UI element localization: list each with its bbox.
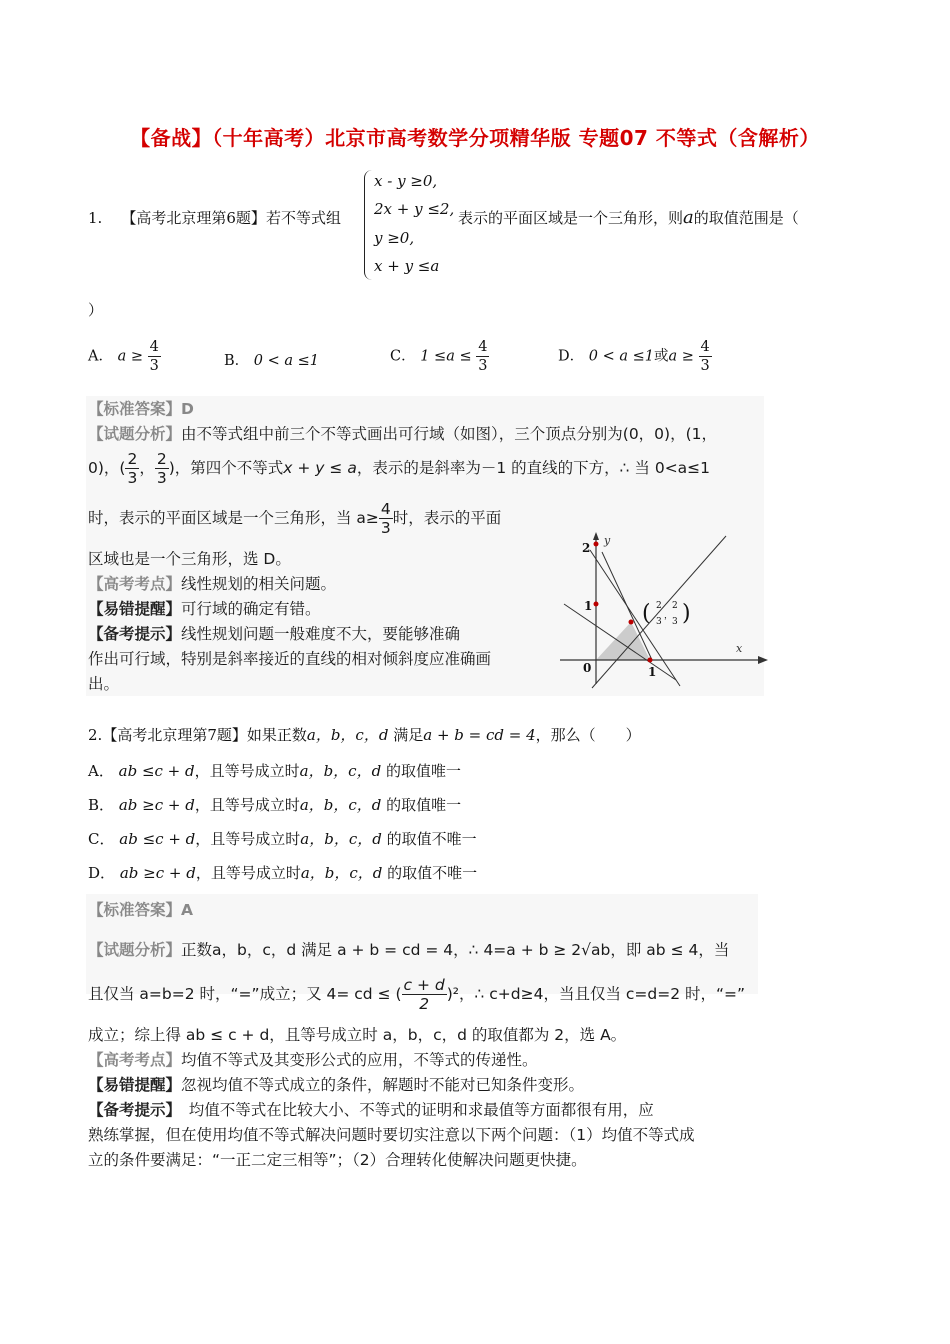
option-expr: ab ≥c + d [119,864,196,882]
exam-point-1 [88,574,336,594]
option-label: D． [558,348,585,365]
x-axis-label: x [736,642,743,655]
option-tail: 的取值唯一 [385,762,461,780]
prep-tip-2-line-2: 熟练掌握，但在使用均值不等式解决问题时要切实注意以下两个问题：（1）均值不等式成 [88,1126,695,1144]
stem-mid: 满足 [393,726,424,744]
answer-value: A [181,901,194,919]
frac-den: 3 [700,358,710,374]
label: 【易错提醒】 [88,1076,182,1094]
option-expr: ab ≤c + d [119,830,196,848]
vertex-num-1: 2 [656,601,662,611]
q2-option-a [88,761,461,781]
prep-tip-2 [88,1100,654,1120]
option-expr-2: a ≥ [668,348,694,365]
option-tail: 的取值不唯一 [386,830,477,848]
analysis-2-line-1 [88,940,756,960]
prep-tip-2-line-3: 立的条件要满足：“一正二定三相等”；（2）合理转化使解决问题更快捷。 [88,1151,587,1169]
analysis-text: 时，表示的平面 [392,509,502,527]
point-vertex [629,620,634,625]
frac-den: 3 [380,519,391,537]
stem-vars: a，b，c，d [306,726,389,744]
point-x1 [648,658,653,663]
option-label: A． [88,762,114,780]
option-expr: ab ≤c + d [118,762,195,780]
analysis-text: ， [139,459,155,477]
option-text: ，且等号成立时 [194,762,300,780]
option-label: B． [224,353,250,369]
frac-den: 3 [149,358,159,374]
label: 【标准答案】 [88,400,182,418]
vertex-den-2: 3 [672,617,678,627]
label: 【备考提示】 [88,1101,174,1119]
q2-option-d [88,863,477,883]
frac-num: 4 [700,339,710,355]
mistake-reminder-1 [88,599,321,619]
label: 【试题分析】 [88,941,182,959]
question-source: 【高考北京理第7题】 [102,726,247,744]
frac-num: 2 [127,450,138,468]
mistake-text: 可行域的确定有错。 [181,600,321,618]
tip-text: 均值不等式在比较大小、不等式的证明和求最值等方面都很有用，应 [173,1101,654,1119]
prep-tip-1-line-2: 作出可行域，特别是斜率接近的直线的相对倾斜度应准确画 [88,650,492,668]
system-line-1: x - y ≥0, [374,172,438,190]
mistake-reminder-2 [88,1075,584,1095]
point-y2 [594,542,599,547]
q2-option-c [88,829,477,849]
option-expr: 1 ≤a ≤ [420,348,472,365]
answer-value: D [181,400,194,418]
frac-den: 3 [127,469,138,487]
analysis-line-2 [88,450,756,487]
option-text: ，且等号成立时 [194,796,300,814]
option-label: D． [88,864,116,882]
tick-y2: 2 [582,541,591,555]
line-x-plus-y [564,604,676,680]
analysis-text: 正数a，b，c，d 满足 a + b = cd = 4，∴ 4=a + b ≥ 2√ab，即 ab ≤ 4，当 [181,941,730,959]
prep-tip-1-line-3: 出。 [88,675,120,693]
frac-num: c + d [403,976,445,994]
point-y1 [594,602,599,607]
question-number: 2. [88,726,103,744]
frac-num: 4 [478,339,488,355]
option-d [558,338,712,375]
option-tail: 的取值不唯一 [387,864,478,882]
stem-suffix: 的取值范围是（ [693,209,799,227]
option-expr: 0 < a ≤1 [253,353,319,369]
feasible-region-graph [556,530,770,690]
tick-x1: 1 [648,665,657,679]
question-2-stem [88,725,641,745]
standard-answer-1 [88,399,194,419]
y-axis-arrow [593,532,599,540]
label: 【试题分析】 [88,425,182,443]
tick-y1: 1 [584,599,593,613]
exam-point-2 [88,1050,538,1070]
system-line-4: x + y ≤a [374,257,440,275]
option-vars: a，b，c，d [300,830,382,848]
question-source: 【高考北京理第6题】 [121,209,266,227]
origin-label: 0 [583,661,592,675]
document-title: 【备战】（十年高考）北京市高考数学分项精华版 专题07 不等式（含解析） [130,126,820,150]
analysis-line-4: 区域也是一个三角形，选 D。 [88,550,291,568]
stem-prefix: 如果正数 [246,726,307,744]
stem-prefix: 若不等式组 [265,209,341,227]
frac-den: 2 [419,995,430,1013]
option-expr: 0 < a ≤1 [588,348,654,365]
tip-text: 线性规划问题一般难度不大，要能够准确 [181,625,461,643]
system-line-2: 2x + y ≤2, [374,200,455,218]
vertex-den-1: 3 [656,617,662,627]
stem-variable: a [683,207,694,228]
frac-num: 4 [380,500,391,518]
option-label: C． [390,348,416,365]
label: 【易错提醒】 [88,600,182,618]
x-axis-arrow [758,656,768,664]
option-expr: ab ≥c + d [118,796,195,814]
option-or: 或 [653,348,669,365]
option-text: ，且等号成立时 [195,864,301,882]
option-c [390,338,489,375]
option-label: C． [88,830,115,848]
stem-condition: a + b = cd = 4 [423,726,536,744]
analysis-text: 时，表示的平面区域是一个三角形，当 a≥ [88,509,379,527]
stem-close: ） [88,301,104,319]
vertex-num-2: 2 [672,601,678,611]
stem-continuation [458,208,799,228]
point-text: 线性规划的相关问题。 [181,575,337,593]
analysis-text: ，表示的是斜率为－1 的直线的下方，∴ 当 0<a≤1 [356,459,711,477]
analysis-line-3 [88,500,501,537]
question-number: 1. [88,209,103,227]
option-vars: a，b，c，d [299,796,382,814]
vertex-paren-close: ) [682,601,691,626]
vertex-paren-open: ( [642,601,651,626]
question-1-stem [88,208,341,228]
label: 【备考提示】 [88,625,182,643]
analysis-expr: x + y ≤ a [283,459,357,477]
point-text: 均值不等式及其变形公式的应用，不等式的传递性。 [181,1051,538,1069]
analysis-text: 0)，( [88,459,126,477]
q2-option-b [88,795,461,815]
label: 【高考考点】 [88,575,182,593]
prep-tip-1 [88,624,460,644]
option-expr: a ≥ [117,348,143,365]
line-x-minus-y [592,536,726,688]
system-line-3: y ≥0, [374,229,415,247]
frac-num: 2 [156,450,167,468]
stem-suffix: ，那么（ ） [535,726,641,744]
label: 【标准答案】 [88,901,182,919]
frac-den: 3 [478,358,488,374]
option-text: ，且等号成立时 [195,830,301,848]
analysis-text: 且仅当 a=b=2 时，“=”成立；又 4= cd ≤ ( [88,985,402,1003]
analysis-2-line-3: 成立；综上得 ab ≤ c + d，且等号成立时 a，b，c，d 的取值都为 2，选 A。 [88,1026,627,1044]
standard-answer-2 [88,900,193,920]
option-label: A． [88,348,113,365]
y-axis-label: y [604,534,611,547]
analysis-2-line-2 [88,976,756,1013]
option-a [88,338,161,375]
frac-num: 4 [149,339,159,355]
option-vars: a，b，c，d [299,762,382,780]
label: 【高考考点】 [88,1051,182,1069]
analysis-text: )，第四个不等式 [168,459,284,477]
option-label: B． [88,796,115,814]
option-b [224,349,319,370]
analysis-text: )²，∴ c+d≥4，当且仅当 c=d=2 时，“=” [446,985,746,1003]
analysis-line-1 [88,424,756,444]
analysis-text: 由不等式组中前三个不等式画出可行域（如图），三个顶点分别为(0，0)，(1， [181,425,717,443]
option-vars: a，b，c，d [300,864,383,882]
vertex-sep: ， [664,611,674,621]
option-tail: 的取值唯一 [386,796,462,814]
frac-den: 3 [156,469,167,487]
stem-middle: 表示的平面区域是一个三角形，则 [458,209,684,227]
mistake-text: 忽视均值不等式成立的条件，解题时不能对已知条件变形。 [181,1076,585,1094]
